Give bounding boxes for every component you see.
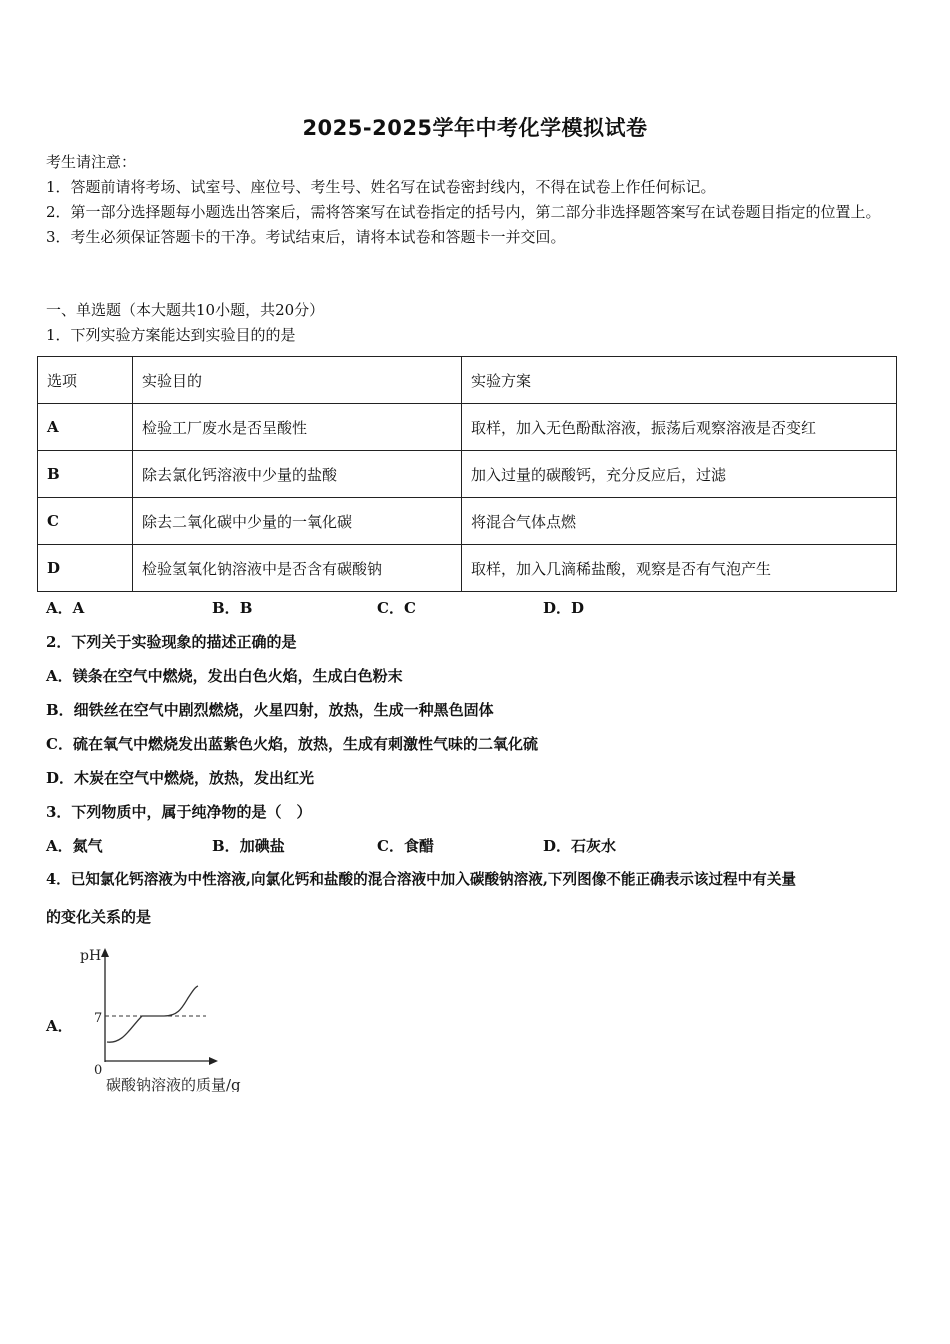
- option-text: 食醋: [403, 837, 434, 855]
- table-cell: 将混合气体点燃: [462, 498, 897, 545]
- x-axis-arrow-icon: [209, 1057, 218, 1065]
- table-header-row: [38, 357, 897, 404]
- origin-label: 0: [94, 1063, 103, 1078]
- table-row: [38, 404, 897, 451]
- table-cell: A: [38, 404, 133, 451]
- q1-table: [37, 356, 897, 592]
- table-row: [38, 545, 897, 592]
- q2-stem: 2．下列关于实验现象的描述正确的是: [46, 633, 297, 651]
- option-label: C．: [377, 599, 404, 617]
- y-tick-7: 7: [94, 1011, 103, 1026]
- option-text: 加碘盐: [239, 837, 285, 855]
- y-axis-arrow-icon: [101, 948, 109, 957]
- option-label: A．: [46, 837, 73, 855]
- table-header-cell: 选项: [38, 357, 133, 404]
- option-label: B．: [212, 599, 240, 617]
- option-label: C．: [377, 837, 404, 855]
- option-text: D: [571, 599, 585, 617]
- q3-option-c: [377, 835, 434, 856]
- option-text: B: [239, 599, 253, 617]
- notice-item: 3．考生必须保证答题卡的干净。考试结束后，请将本试卷和答题卡一并交回。: [46, 228, 566, 246]
- option-text: C: [403, 599, 416, 617]
- x-axis-label: 碳酸钠溶液的质量/g: [106, 1076, 241, 1092]
- ph-graph: [78, 942, 278, 1092]
- table-cell: 除去氯化钙溶液中少量的盐酸: [133, 451, 462, 498]
- q2-option-a: A．镁条在空气中燃烧，发出白色火焰，生成白色粉末: [46, 667, 403, 685]
- table-cell: 除去二氧化碳中少量的一氧化碳: [133, 498, 462, 545]
- table-cell: 检验工厂废水是否呈酸性: [133, 404, 462, 451]
- q4-stem: 4．已知氯化钙溶液为中性溶液,向氯化钙和盐酸的混合溶液中加入碳酸钠溶液,下列图像不能正确表示该过程中有关量: [46, 871, 797, 888]
- option-text: 氮气: [72, 837, 103, 855]
- option-label: D．: [543, 837, 572, 855]
- option-text: A: [72, 599, 85, 617]
- ph-curve: [107, 986, 198, 1042]
- table-row: [38, 451, 897, 498]
- q2-option-b: B．细铁丝在空气中剧烈燃烧，火星四射，放热，生成一种黑色固体: [46, 701, 494, 719]
- table-cell: C: [38, 498, 133, 545]
- q2-option-d: D．木炭在空气中燃烧，放热，发出红光: [46, 769, 315, 787]
- q3-stem: 3．下列物质中，属于纯净物的是（ ）: [46, 803, 312, 821]
- table-cell: B: [38, 451, 133, 498]
- table-cell: 检验氢氧化钠溶液中是否含有碳酸钠: [133, 545, 462, 592]
- table-row: [38, 498, 897, 545]
- table-cell: 取样，加入几滴稀盐酸，观察是否有气泡产生: [462, 545, 897, 592]
- q4-option-a-label: A．: [46, 1017, 73, 1035]
- q1-option-a: [46, 597, 84, 618]
- q4-stem-continued: 的变化关系的是: [46, 908, 152, 926]
- table-cell: D: [38, 545, 133, 592]
- notice-item: 1．答题前请将考场、试室号、座位号、考生号、姓名写在试卷密封线内，不得在试卷上作任何标记。: [46, 178, 716, 196]
- q3-option-b: [212, 835, 285, 856]
- q3-option-d: [543, 835, 616, 856]
- option-label: D．: [543, 599, 572, 617]
- y-axis-label: pH: [80, 948, 102, 964]
- notice-block: [46, 150, 906, 250]
- option-label: B．: [212, 837, 240, 855]
- option-text: 石灰水: [571, 837, 617, 855]
- table-cell: 取样，加入无色酚酞溶液，振荡后观察溶液是否变红: [462, 404, 897, 451]
- q1-stem: 1．下列实验方案能达到实验目的的是: [46, 326, 296, 344]
- table-header-cell: 实验目的: [133, 357, 462, 404]
- table-header-cell: 实验方案: [462, 357, 897, 404]
- section-heading: 一、单选题（本大题共10小题，共20分）: [46, 301, 325, 319]
- exam-title: 2025-2025学年中考化学模拟试卷: [302, 116, 648, 140]
- notice-heading: 考生请注意：: [46, 153, 137, 171]
- table-cell: 加入过量的碳酸钙，充分反应后，过滤: [462, 451, 897, 498]
- q1-option-b: [212, 597, 252, 618]
- option-label: A．: [46, 599, 73, 617]
- notice-item: 2．第一部分选择题每小题选出答案后，需将答案写在试卷指定的括号内，第二部分非选择题答案写在试卷题目指定的位置上。: [46, 203, 881, 221]
- q1-option-d: [543, 597, 584, 618]
- q3-option-a: [46, 835, 103, 856]
- q2-option-c: C．硫在氧气中燃烧发出蓝紫色火焰，放热，生成有刺激性气味的二氧化硫: [46, 735, 538, 753]
- q1-option-c: [377, 597, 416, 618]
